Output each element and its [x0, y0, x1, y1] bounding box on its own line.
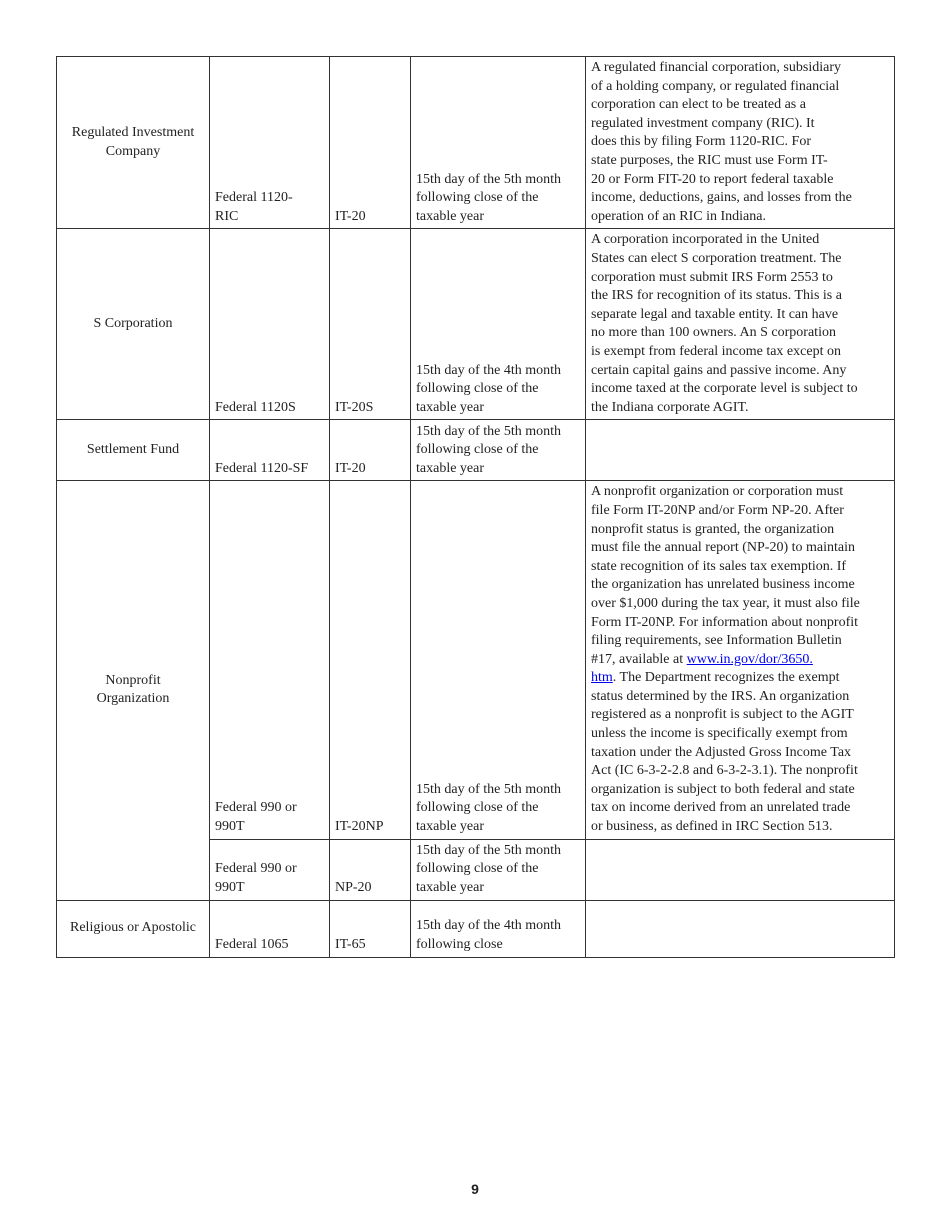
- description-line: certain capital gains and passive income. Any: [591, 362, 847, 378]
- federal-form-line: Federal 1120-: [215, 190, 293, 206]
- due-date-line: following close of the: [416, 800, 539, 816]
- table-row: [57, 420, 895, 481]
- due-date-line: taxable year: [416, 208, 485, 224]
- description-cell: [586, 900, 895, 957]
- due-date-cell: [411, 839, 586, 900]
- description-line: taxation under the Adjusted Gross Income Tax: [591, 744, 852, 760]
- filing-requirements-table: [56, 56, 895, 958]
- state-form-cell: IT-20NP: [330, 481, 411, 839]
- description-line: A regulated financial corporation, subsidiary: [591, 60, 841, 75]
- description-cell: [586, 839, 895, 900]
- state-form-cell: IT-65: [330, 900, 411, 957]
- description-line: 20 or Form FIT-20 to report federal taxable: [591, 171, 834, 187]
- federal-form-cell: [210, 229, 330, 420]
- description-line: States can elect S corporation treatment. The: [591, 250, 842, 266]
- entity-cell: Settlement Fund: [57, 420, 210, 481]
- description-line: the organization has unrelated business income: [591, 577, 855, 593]
- federal-form-cell: [210, 57, 330, 229]
- link-prefix: #17, available at: [591, 651, 687, 667]
- description-line: status determined by the IRS. An organization: [591, 688, 850, 704]
- state-form-cell: NP-20: [330, 839, 411, 900]
- description-line: the Indiana corporate AGIT.: [591, 399, 749, 415]
- description-line: [591, 669, 889, 688]
- description-line: of a holding company, or regulated financial: [591, 78, 840, 94]
- dor-bulletin-link-continued[interactable]: htm: [591, 670, 613, 686]
- due-date-cell: [411, 57, 586, 229]
- federal-form-cell: [210, 481, 330, 839]
- description-line: separate legal and taxable entity. It can have: [591, 306, 839, 322]
- description-line: tax on income derived from an unrelated trade: [591, 800, 851, 816]
- due-date-line: following close of the: [416, 442, 539, 458]
- due-date-line: 15th day of the 5th month: [416, 423, 562, 439]
- due-date-line: taxable year: [416, 819, 485, 835]
- due-date-cell: [411, 481, 586, 839]
- due-date-line: following close of the: [416, 861, 539, 877]
- due-date-line: 15th day of the 5th month: [416, 781, 562, 797]
- description-cell: [586, 420, 895, 481]
- link-suffix: . The Department recognizes the exempt: [612, 670, 840, 686]
- entity-cell: Regulated Investment Company: [57, 57, 210, 229]
- federal-form-line: 990T: [215, 880, 245, 896]
- description-line: [591, 651, 889, 670]
- entity-cell: S Corporation: [57, 229, 210, 420]
- description-line: corporation must submit IRS Form 2553 to: [591, 269, 833, 285]
- federal-form-line: Federal 1065: [215, 937, 289, 953]
- table-row: [57, 481, 895, 839]
- federal-form-cell: [210, 420, 330, 481]
- description-line: file Form IT-20NP and/or Form NP-20. After: [591, 502, 844, 518]
- state-form-cell: IT-20S: [330, 229, 411, 420]
- state-form-cell: IT-20: [330, 57, 411, 229]
- table-row: [57, 229, 895, 420]
- description-line: income taxed at the corporate level is subject to: [591, 381, 858, 397]
- federal-form-line: RIC: [215, 208, 239, 224]
- due-date-line: following close of the: [416, 381, 539, 397]
- federal-form-line: Federal 1120-SF: [215, 460, 309, 476]
- description-line: corporation can elect to be treated as a: [591, 97, 806, 113]
- description-line: the IRS for recognition of its status. This is a: [591, 288, 842, 304]
- federal-form-cell: [210, 900, 330, 957]
- description-line: operation of an RIC in Indiana.: [591, 208, 766, 224]
- description-line: income, deductions, gains, and losses from the: [591, 190, 852, 206]
- due-date-line: following close of the: [416, 190, 539, 206]
- federal-form-line: Federal 990 or: [215, 800, 297, 816]
- description-line: state recognition of its sales tax exemption. If: [591, 558, 847, 574]
- due-date-cell: [411, 229, 586, 420]
- federal-form-line: Federal 990 or: [215, 861, 297, 877]
- description-line: registered as a nonprofit is subject to the AGIT: [591, 707, 854, 723]
- due-date-line: 15th day of the 5th month: [416, 842, 562, 858]
- description-line: organization is subject to both federal and state: [591, 781, 855, 797]
- federal-form-line: 990T: [215, 819, 245, 835]
- description-line: no more than 100 owners. An S corporation: [591, 325, 836, 341]
- due-date-line: 15th day of the 4th month: [416, 918, 562, 934]
- due-date-line: following close: [416, 937, 503, 953]
- table-row: [57, 57, 895, 229]
- description-line: A corporation incorporated in the United: [591, 232, 820, 248]
- description-line: A nonprofit organization or corporation must: [591, 484, 844, 500]
- description-line: state purposes, the RIC must use Form IT-: [591, 152, 828, 168]
- due-date-line: 15th day of the 4th month: [416, 362, 562, 378]
- table-row: [57, 900, 895, 957]
- description-cell: [586, 481, 895, 839]
- description-line: nonprofit status is granted, the organization: [591, 521, 835, 537]
- entity-label: Nonprofit Organization: [96, 672, 170, 707]
- page-number: 9: [471, 1181, 479, 1197]
- description-line: unless the income is specifically exempt from: [591, 726, 848, 742]
- description-line: is exempt from federal income tax except on: [591, 343, 841, 359]
- description-line: Act (IC 6-3-2-2.8 and 6-3-2-3.1). The nonprofit: [591, 763, 858, 779]
- description-line: or business, as defined in IRC Section 513.: [591, 819, 833, 835]
- description-cell: [586, 229, 895, 420]
- due-date-cell: [411, 420, 586, 481]
- description-line: filing requirements, see Information Bulletin: [591, 633, 842, 649]
- entity-cell: Religious or Apostolic: [57, 900, 210, 957]
- due-date-line: 15th day of the 5th month: [416, 171, 562, 187]
- description-cell: [586, 57, 895, 229]
- description-line: regulated investment company (RIC). It: [591, 115, 815, 131]
- entity-cell: [57, 481, 210, 900]
- description-line: must file the annual report (NP-20) to maintain: [591, 540, 855, 556]
- description-line: does this by filing Form 1120-RIC. For: [591, 134, 811, 150]
- due-date-cell: [411, 900, 586, 957]
- dor-bulletin-link[interactable]: www.in.gov/dor/3650.: [686, 651, 813, 667]
- description-line: over $1,000 during the tax year, it must also file: [591, 595, 860, 611]
- due-date-line: taxable year: [416, 460, 485, 476]
- description-line: Form IT-20NP. For information about nonprofit: [591, 614, 859, 630]
- due-date-line: taxable year: [416, 880, 485, 896]
- federal-form-line: Federal 1120S: [215, 399, 296, 415]
- federal-form-cell: [210, 839, 330, 900]
- state-form-cell: IT-20: [330, 420, 411, 481]
- due-date-line: taxable year: [416, 399, 485, 415]
